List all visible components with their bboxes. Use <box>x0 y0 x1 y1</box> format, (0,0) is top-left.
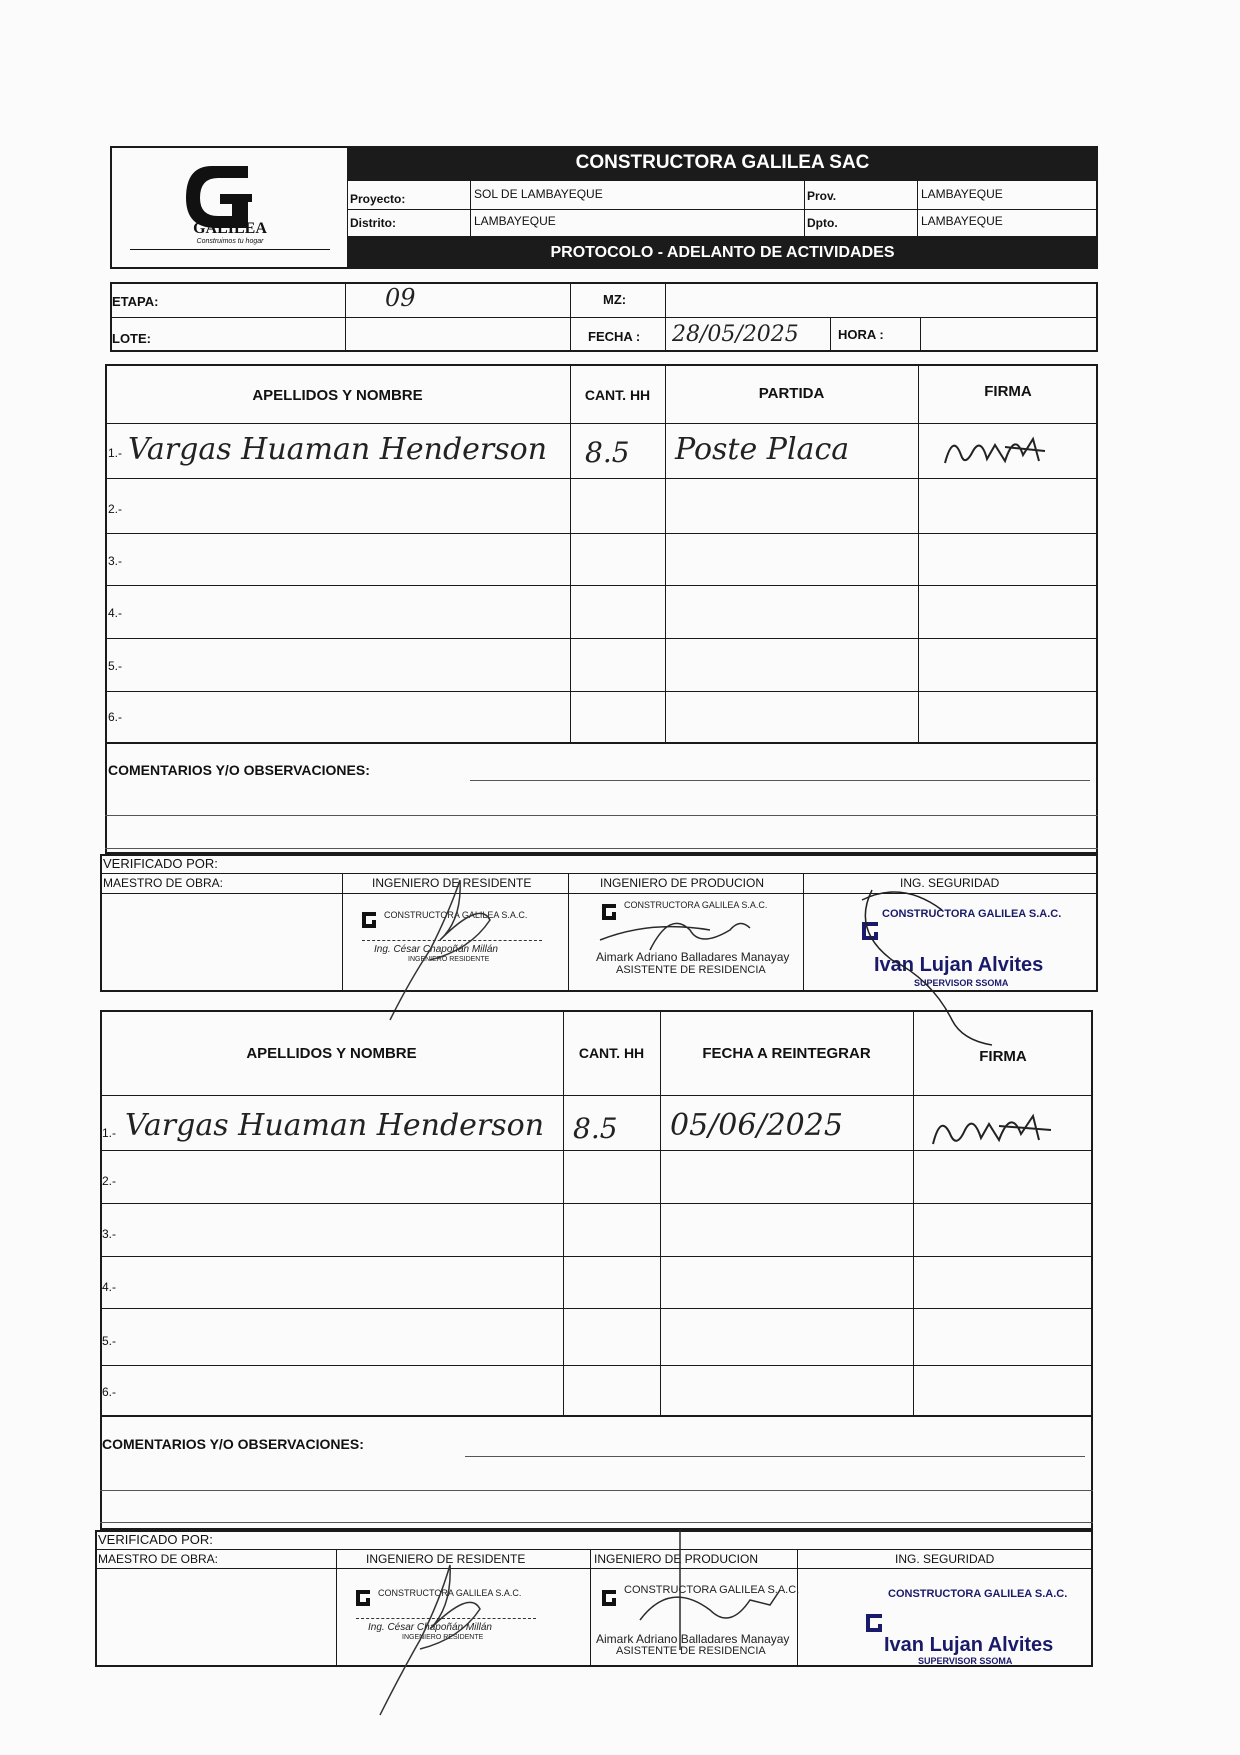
s2-row3-num: 3.- <box>102 1227 117 1241</box>
s2-residente-label: INGENIERO DE RESIDENTE <box>366 1552 526 1566</box>
s1-seguridad-stamp: CONSTRUCTORA GALILEA S.A.C. Ivan Lujan Alvites SUPERVISOR SSOMA <box>858 904 1088 990</box>
s2-row6-num: 6.- <box>102 1385 117 1399</box>
s2-maestro-label: MAESTRO DE OBRA: <box>98 1552 219 1566</box>
distrito-value: LAMBAYEQUE <box>474 214 556 228</box>
s2-produccion-stamp: CONSTRUCTORA GALILEA S.A.C. Aimark Adriano Balladares Manayay ASISTENTE DE RESIDENCIA <box>596 1584 800 1657</box>
etapa-value: 09 <box>385 284 416 312</box>
s2-row2-num: 2.- <box>102 1174 117 1188</box>
prov-label: Prov. <box>807 189 837 203</box>
s2-col-name: APELLIDOS Y NOMBRE <box>246 1045 417 1062</box>
s1-produccion-label: INGENIERO DE PRODUCION <box>600 876 765 890</box>
etapa-label: ETAPA: <box>112 294 159 309</box>
s2-row4-num: 4.- <box>102 1280 117 1294</box>
s1-residente-stamp: CONSTRUCTORA GALILEA S.A.C. Ing. César Chapoñán Millán INGENIERO RESIDENTE <box>358 906 558 976</box>
s2-row1-fecha: 05/06/2025 <box>670 1108 843 1143</box>
s1-comments-label: COMENTARIOS Y/O OBSERVACIONES: <box>108 762 370 778</box>
s1-col-name: APELLIDOS Y NOMBRE <box>252 387 423 404</box>
s2-row5-num: 5.- <box>102 1334 117 1348</box>
s1-row1-name: Vargas Huaman Henderson <box>128 432 548 467</box>
s2-seguridad-label: ING. SEGURIDAD <box>895 1552 995 1566</box>
s1-row1-signature <box>935 425 1065 480</box>
s2-produccion-label: INGENIERO DE PRODUCION <box>594 1552 759 1566</box>
s1-row6-num: 6.- <box>108 710 123 724</box>
distrito-label: Distrito: <box>350 216 396 230</box>
mz-label: MZ: <box>603 292 627 307</box>
s1-maestro-label: MAESTRO DE OBRA: <box>103 876 224 890</box>
s1-residente-signature <box>370 860 530 1035</box>
prov-value: LAMBAYEQUE <box>921 187 1003 201</box>
s2-seguridad-stamp: CONSTRUCTORA GALILEA S.A.C. Ivan Lujan Alvites SUPERVISOR SSOMA <box>862 1582 1087 1664</box>
hora-label: HORA : <box>838 327 884 342</box>
s1-row4-num: 4.- <box>108 606 123 620</box>
s1-col-firma: FIRMA <box>984 383 1032 400</box>
s2-col-hh: CANT. HH <box>578 1045 645 1061</box>
s1-seguridad-label: ING. SEGURIDAD <box>900 876 1000 890</box>
s1-row1-partida: Poste Placa <box>675 432 850 467</box>
s2-row1-hh: 8.5 <box>573 1112 618 1145</box>
s1-row2-num: 2.- <box>108 502 123 516</box>
stamp-logo-icon <box>598 1586 620 1608</box>
s1-produccion-signature <box>590 900 790 965</box>
dpto-value: LAMBAYEQUE <box>921 214 1003 228</box>
s1-col-partida: PARTIDA <box>758 385 825 402</box>
s1-row3-num: 3.- <box>108 554 123 568</box>
galilea-logo <box>120 158 340 258</box>
s1-produccion-stamp: CONSTRUCTORA GALILEA S.A.C. Aimark Adriano Balladares Manayay ASISTENTE DE RESIDENCIA <box>596 900 790 976</box>
s2-verificado-label: VERIFICADO POR: <box>98 1532 213 1547</box>
s1-row1-num: 1.- <box>108 446 123 460</box>
s2-col-fecha: FECHA A REINTEGRAR <box>702 1045 871 1062</box>
company-title: CONSTRUCTORA GALILEA SAC <box>347 146 1098 180</box>
section1-table <box>105 364 1098 744</box>
s2-row1-signature <box>925 1100 1065 1160</box>
s1-verificado-label: VERIFICADO POR: <box>103 856 218 871</box>
s2-col-firma: FIRMA <box>979 1048 1027 1065</box>
lote-label: LOTE: <box>112 331 151 346</box>
s2-residente-signature <box>360 1545 520 1730</box>
s2-residente-stamp: CONSTRUCTORA GALILEA S.A.C. Ing. César Chapoñán Millán INGENIERO RESIDENTE <box>352 1584 552 1654</box>
s2-row1-name: Vargas Huaman Henderson <box>125 1108 545 1143</box>
s1-row5-num: 5.- <box>108 659 123 673</box>
s1-col-hh: CANT. HH <box>584 387 651 403</box>
s1-row1-hh: 8.5 <box>585 436 630 469</box>
fecha-label: FECHA : <box>588 329 641 344</box>
section2-comments <box>100 1417 1093 1530</box>
section1-comments <box>105 744 1098 854</box>
s2-row1-num: 1.- <box>102 1126 117 1140</box>
logo-tagline: Construimos tu hogar <box>196 238 264 245</box>
s2-comments-label: COMENTARIOS Y/O OBSERVACIONES: <box>102 1436 364 1452</box>
s1-residente-label: INGENIERO DE RESIDENTE <box>372 876 532 890</box>
s2-produccion-signature <box>620 1520 820 1675</box>
proyecto-value: SOL DE LAMBAYEQUE <box>474 187 603 201</box>
section2-table <box>100 1010 1093 1417</box>
logo-name: GALILEA <box>193 220 267 237</box>
protocol-title: PROTOCOLO - ADELANTO DE ACTIVIDADES <box>347 236 1098 269</box>
proyecto-label: Proyecto: <box>350 192 406 206</box>
fecha-value: 28/05/2025 <box>672 322 799 347</box>
dpto-label: Dpto. <box>807 216 838 230</box>
stamp-logo-icon <box>862 1610 886 1634</box>
